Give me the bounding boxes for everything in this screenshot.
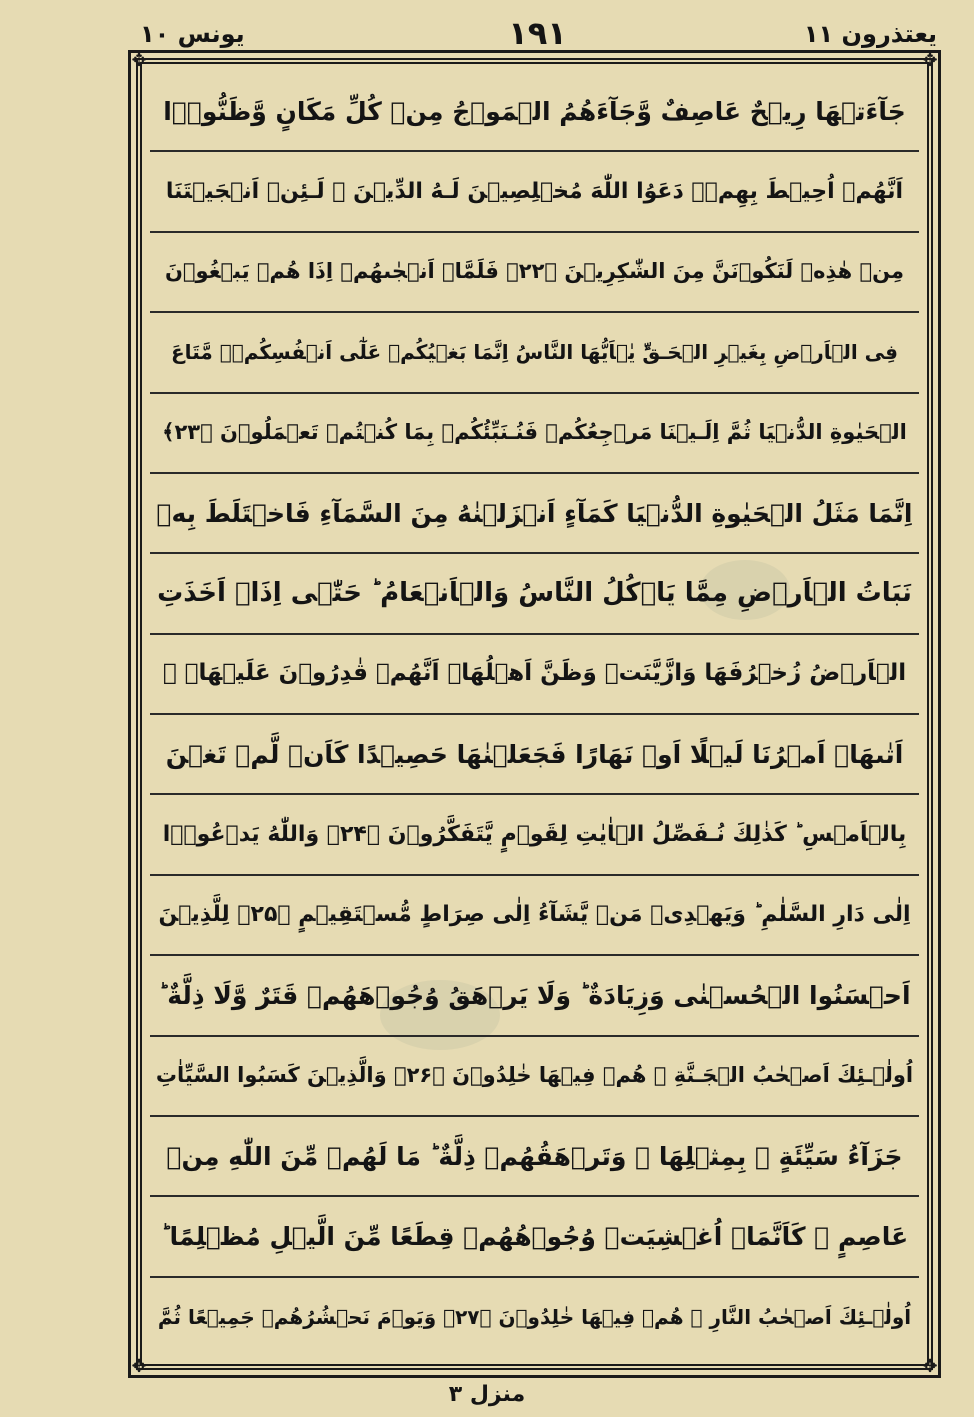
verse-text-block xyxy=(150,72,919,1356)
verse-line: اُولٰۤـئِكَ اَصۡحٰبُ النَّارِ‌ ۚ هُمۡ فِيۡهَا خٰلِدُوۡنَ ﴿۲۷﴾ وَيَوۡمَ نَحۡشُرُهُمۡ جَمِيۡعًا ثُمَّ xyxy=(157,1304,912,1329)
verse-line: الۡحَيٰوةِ الدُّنۡيَا‌ ثُمَّ اِلَـيۡنَا مَرۡجِعُكُمۡ فَنُـنَبِّئُكُمۡ بِمَا كُنۡتُمۡ تَعۡمَلُوۡنَ ﴿۲۳﴾ xyxy=(150,394,919,474)
juz-name-header: یعتذرون ۱۱ xyxy=(803,20,937,48)
verse-line: عَاصِمٍ‌ ۚ كَاَنَّمَاۤ اُغۡشِيَتۡ وُجُوۡهُهُمۡ قِطَعًا مِّنَ الَّيۡلِ مُظۡلِمًا ‌ؕ xyxy=(150,1197,919,1277)
verse-line: جَزَآءُ سَيِّئَةٍ ۢ بِمِثۡلِهَا ۙ وَتَرۡهَقُهُمۡ ذِلَّةٌ ؕ مَا لَهُمۡ مِّنَ اللّٰهِ مِنۡ xyxy=(150,1117,919,1197)
corner-ornament-icon: ✥ xyxy=(131,1356,147,1377)
manzil-footer: منزل ۳ xyxy=(448,1382,526,1407)
surah-name-header: یونس ۱۰ xyxy=(140,20,245,48)
verse-line: اِنَّمَا مَثَلُ الۡحَيٰوةِ الدُّنۡيَا كَمَآءٍ اَنۡزَلۡنٰهُ مِنَ السَّمَآءِ فَاخۡتَلَطَ بِهٖ xyxy=(150,474,919,554)
verse-line: اِلٰى دَارِ السَّلٰمِ ؕ وَيَهۡدِىۡ مَنۡ يَّشَآءُ اِلٰى صِرَاطٍ مُّسۡتَقِيۡمٍ‏ ﴿۲۵﴾ لِلَّذِيۡنَ xyxy=(150,876,919,956)
verse-line: اَنَّهُمۡ اُحِيۡطَ بِهِمۡ‌ۙ دَعَوُا اللّٰهَ مُخۡلِصِيۡنَ لَـهُ الدِّيۡنَ ۚ لَـئِنۡ اَنۡجَيۡتَنَا xyxy=(150,152,919,232)
corner-ornament-icon: ✥ xyxy=(922,50,938,71)
verse-line: جَآءَتۡهَا رِيۡحٌ عَاصِفٌ وَّجَآءَهُمُ الۡمَوۡجُ مِنۡ كُلِّ مَكَانٍ وَّظَنُّوۡۤا xyxy=(150,72,919,152)
verse-line: اَتٰٮهَاۤ اَمۡرُنَا لَيۡلًا اَوۡ نَهَارًا فَجَعَلۡنٰهَا حَصِيۡدًا كَاَنۡ لَّمۡ تَغۡنَ xyxy=(150,715,919,795)
corner-ornament-icon: ✥ xyxy=(131,50,147,71)
page-number: ۱۹۱ xyxy=(508,14,567,52)
verse-line: نَبَاتُ الۡاَرۡضِ مِمَّا يَاۡكُلُ النَّاسُ وَالۡاَنۡعَامُ ؕ حَتّٰۤى اِذَاۤ اَخَذَتِ xyxy=(150,554,919,634)
corner-ornament-icon: ✥ xyxy=(922,1356,938,1377)
verse-line: اُولٰۤـئِكَ اَصۡحٰبُ الۡجَـنَّةِ‌ ۚ هُمۡ فِيۡهَا خٰلِدُوۡنَ ﴿۲۶﴾ وَالَّذِيۡنَ كَسَبُوا السَّيِّاٰتِ xyxy=(150,1037,919,1117)
verse-line: فِى الۡاَرۡضِ بِغَيۡرِ الۡحَـقِّ‌ؕ يٰۤاَيُّهَا النَّاسُ اِنَّمَا بَغۡيُكُمۡ عَلٰٓى اَنۡفُسِكُمۡ‌ۙ مَّتَاعَ xyxy=(150,313,919,393)
verse-line: بِالۡاَمۡسِ‌ ؕ كَذٰلِكَ نُـفَصِّلُ الۡاٰيٰتِ لِقَوۡمٍ يَّتَفَكَّرُوۡنَ ﴿۲۴﴾ وَاللّٰهُ يَدۡعُوۡۤا xyxy=(150,795,919,875)
verse-line: الۡاَرۡضُ زُخۡرُفَهَا وَازَّيَّنَتۡ وَظَنَّ اَهۡلُهَاۤ اَنَّهُمۡ قٰدِرُوۡنَ عَلَيۡهَاۤ ۙ xyxy=(150,635,919,715)
verse-line: اَحۡسَنُوا الۡحُسۡنٰى وَزِيَادَةٌ ‌ؕ وَلَا يَرۡهَقُ وُجُوۡهَهُمۡ قَتَرٌ وَّلَا ذِلَّةٌ ‌ؕ xyxy=(150,956,919,1036)
verse-line: مِنۡ هٰذِهٖ لَنَكُوۡنَنَّ مِنَ الشّٰكِرِيۡنَ ﴿۲۲﴾ فَلَمَّاۤ اَنۡجٰٮهُمۡ اِذَا هُمۡ يَبۡغُوۡنَ xyxy=(150,233,919,313)
